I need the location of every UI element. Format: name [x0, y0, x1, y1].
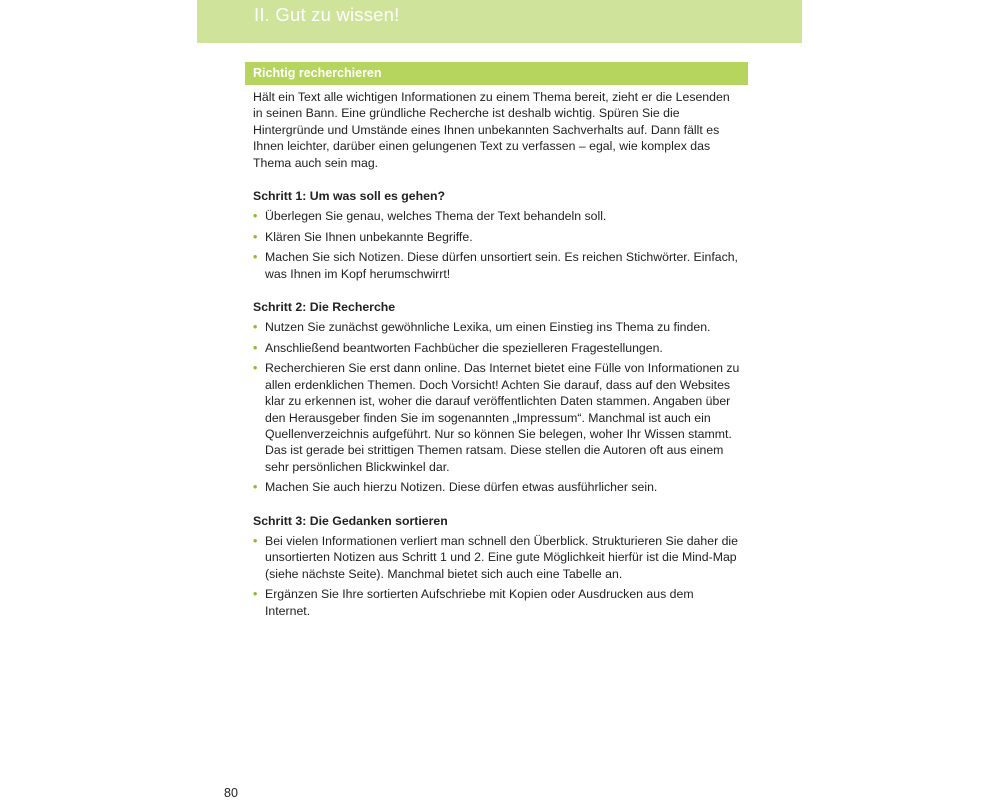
bullet-icon: •	[253, 209, 258, 224]
list-item-text: Nutzen Sie zunächst gewöhnliche Lexika, um einen Einstieg ins Thema zu finden.	[265, 320, 711, 335]
step-heading: Schritt 1: Um was soll es gehen?	[253, 189, 446, 204]
list-item	[253, 479, 741, 495]
list-item-text: Ergänzen Sie Ihre sortierten Aufschriebe mit Kopien oder Ausdrucken aus dem Internet.	[265, 587, 694, 618]
step-3	[253, 513, 741, 619]
chapter-header	[197, 0, 802, 43]
chapter-title: II. Gut zu wissen!	[254, 4, 400, 25]
bullet-icon: •	[253, 250, 258, 265]
list-item-text: Recherchieren Sie erst dann online. Das Internet bietet eine Fülle von Informationen zu allen erdenklichen Themen. Doch Vorsicht! Achten Sie darauf, dass auf den Websites klar zu erkennen ist, woher die darauf veröffentlichten Daten stammen. Angaben über den Herausgeber finden Sie im sogenannten „Impressum“. Manchmal ist auch ein Quellenverzeichnis aufgeführt. Nur so können Sie belegen, woher Ihr Wissen stammt. Das ist gerade bei strittigen Themen ratsam. Diese stellen die Autoren oft aus einem sehr persönlichen Blickwinkel dar.	[265, 361, 740, 474]
list-item	[253, 586, 741, 619]
bullet-icon: •	[253, 340, 258, 355]
list-item-text: Klären Sie Ihnen unbekannte Begriffe.	[265, 229, 473, 244]
step-heading: Schritt 3: Die Gedanken sortieren	[253, 513, 448, 528]
bullet-icon: •	[253, 480, 258, 495]
list-item-text: Anschließend beantworten Fachbücher die spezielleren Fragestellungen.	[265, 340, 663, 355]
list-item	[253, 340, 741, 356]
bullet-icon: •	[253, 533, 258, 548]
step-1	[253, 188, 741, 282]
list-item-text: Machen Sie sich Notizen. Diese dürfen unsortiert sein. Es reichen Stichwörter. Einfach, was Ihnen im Kopf herumschwirrt!	[265, 250, 738, 281]
page-number: 80	[224, 786, 238, 800]
list-item-text: Überlegen Sie genau, welches Thema der Text behandeln soll.	[265, 209, 607, 224]
intro-paragraph: Hält ein Text alle wichtigen Informationen zu einem Thema bereit, zieht er die Lesenden in seinen Bann. Eine gründliche Recherche ist deshalb wichtig. Spüren Sie die Hintergründe und Umstände eines Ihnen unbekannten Sachverhalts auf. Dann fällt es Ihnen leichter, darüber einen gelungenen Text zu verfassen – egal, wie komplex das Thema auch sein mag.	[253, 90, 730, 170]
bullet-list	[253, 533, 741, 619]
step-heading: Schritt 2: Die Recherche	[253, 300, 396, 315]
bullet-icon: •	[253, 361, 258, 376]
list-item	[253, 360, 741, 475]
section-header	[245, 62, 748, 85]
bullet-icon: •	[253, 587, 258, 602]
list-item-text: Bei vielen Informationen verliert man schnell den Überblick. Strukturieren Sie daher die unsortierten Notizen aus Schritt 1 und 2. Eine gute Möglichkeit hierfür ist die Mind-Map (siehe nächste Seite). Manchmal bietet sich auch eine Tabelle an.	[265, 533, 738, 581]
list-item	[253, 208, 741, 224]
page-content	[253, 89, 741, 623]
step-2	[253, 299, 741, 495]
list-item-text: Machen Sie auch hierzu Notizen. Diese dürfen etwas ausführlicher sein.	[265, 480, 658, 495]
bullet-list	[253, 208, 741, 282]
bullet-icon: •	[253, 229, 258, 244]
list-item	[253, 533, 741, 582]
bullet-list	[253, 319, 741, 495]
bullet-icon: •	[253, 320, 258, 335]
list-item	[253, 229, 741, 245]
list-item	[253, 249, 741, 282]
list-item	[253, 319, 741, 335]
section-title: Richtig recherchieren	[253, 66, 382, 80]
